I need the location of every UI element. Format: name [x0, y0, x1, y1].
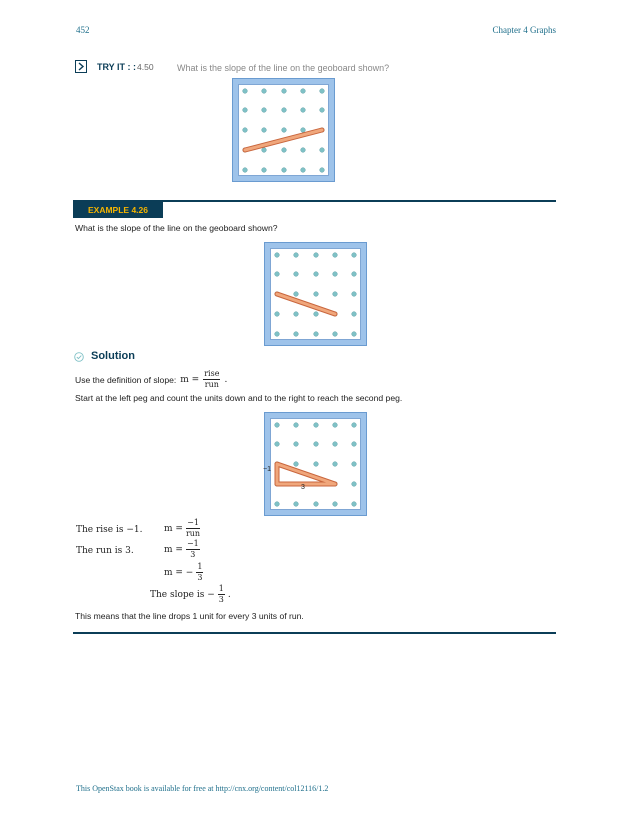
fraction-numerator: rise: [204, 369, 220, 378]
eq2-lhs: m =: [164, 544, 183, 555]
eq1-lhs: m =: [164, 523, 183, 534]
eq3-fraction: [196, 563, 203, 582]
geoboard-try-it: [232, 78, 335, 182]
try-it-label: TRY IT : :: [97, 62, 136, 72]
fraction-denominator: 3: [218, 595, 224, 604]
step1-text: Use the definition of slope:: [75, 374, 177, 385]
run-text: The run is 3.: [76, 546, 134, 556]
step1-math-lhs: m =: [180, 374, 200, 385]
example-bottom-rule: [73, 632, 556, 634]
slope-fraction: [218, 585, 225, 604]
fraction-numerator: 1: [218, 584, 224, 593]
step1-fraction: [203, 370, 220, 389]
equation-3: [164, 563, 203, 582]
step2-text: Start at the left peg and count the units down and to the right to reach the second peg.: [75, 393, 403, 403]
equation-2: [164, 540, 200, 559]
fraction-denominator: run: [185, 529, 201, 538]
eq1-fraction: [186, 519, 200, 538]
check-circle-icon: [74, 349, 84, 359]
step1-line: [75, 370, 227, 389]
chapter-title: Chapter 4 Graphs: [492, 25, 556, 35]
try-it-expand-button[interactable]: [75, 60, 87, 73]
geoboard-pegs: [265, 243, 368, 347]
step1-period: .: [224, 374, 228, 385]
try-it-question: What is the slope of the line on the geoboard shown?: [177, 63, 390, 73]
eq2-fraction: [186, 540, 200, 559]
eq3-lhs: m = −: [164, 567, 194, 578]
conclusion-text: This means that the line drops 1 unit for every 3 units of run.: [75, 611, 304, 621]
slope-text: The slope is −: [150, 589, 215, 600]
geoboard-pegs: [265, 413, 368, 517]
equation-1: [164, 519, 200, 538]
fraction-denominator: 3: [197, 573, 203, 582]
slope-conclusion-equation: [150, 585, 231, 604]
run-label: 3: [301, 484, 305, 491]
fraction-denominator: 3: [190, 550, 196, 559]
fraction-numerator: 1: [197, 562, 203, 571]
fraction-denominator: run: [204, 380, 219, 389]
slope-period: .: [227, 589, 231, 600]
fraction-numerator: −1: [187, 518, 199, 527]
solution-title: Solution: [91, 350, 135, 362]
geoboard-solution: [264, 412, 367, 516]
example-tag: EXAMPLE 4.26: [73, 202, 163, 218]
fraction-numerator: −1: [186, 539, 199, 548]
try-it-number: 4.50: [137, 62, 154, 72]
example-question: What is the slope of the line on the geoboard shown?: [75, 223, 278, 233]
page-number: 452: [76, 25, 90, 35]
geoboard-pegs: [233, 79, 336, 183]
rise-text: The rise is −1.: [76, 525, 143, 535]
rise-label: −1: [263, 466, 271, 473]
footer-text: This OpenStax book is available for free at http://cnx.org/content/col12116/1.2: [76, 784, 329, 793]
geoboard-example: [264, 242, 367, 346]
chevron-right-icon: [77, 62, 85, 71]
